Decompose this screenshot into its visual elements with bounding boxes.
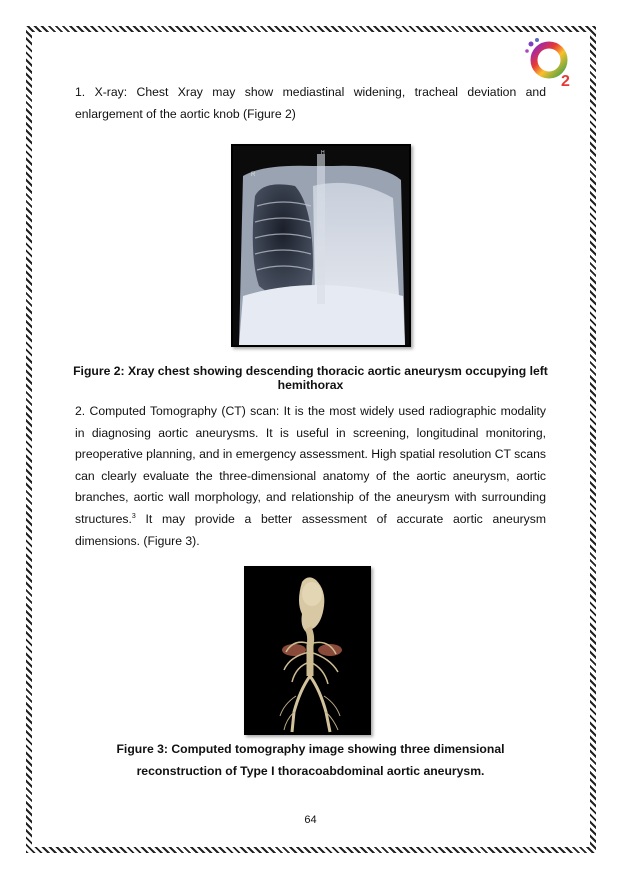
xray-paragraph: 1. X-ray: Chest Xray may show mediastinal widening, tracheal deviation and enlargement of the aortic knob (Figure 2) <box>75 85 546 121</box>
figure-3-caption-line1: Figure 3: Computed tomography image showing three dimensional <box>116 742 505 756</box>
reference-superscript: 3 <box>131 512 136 520</box>
svg-text:2: 2 <box>561 73 570 90</box>
ct-reconstruction-image <box>244 566 371 735</box>
chest-xray-image <box>231 144 411 347</box>
figure-2-caption: Figure 2: Xray chest showing descending thoracic aortic aneurysm occupying left hemithorax <box>73 364 548 392</box>
ct-paragraph <box>75 401 546 552</box>
figure-3-caption <box>70 738 551 782</box>
ct-paragraph-main: 2. Computed Tomography (CT) scan: It is the most widely used radiographic modality in diagnosing aortic aneurysms. It is useful in screening, longitudinal monitoring, preoperative planning, and in emergency assessment. High spatial resolution CT scans can clearly evaluate the three-dimensional anatomy of the aortic aneurysm, aortic branches, aortic wall morphology, and relationship of the aneurysm with surrounding structures. <box>75 404 546 526</box>
figure-3-caption-line2: reconstruction of Type I thoracoabdominal aortic aneurysm. <box>136 764 485 778</box>
xray-label-r: R <box>251 172 256 178</box>
page-number: 64 <box>304 814 317 826</box>
xray-label-h: H <box>321 150 325 156</box>
ct-paragraph-tail: It may provide a better assessment of accurate aortic aneurysm dimensions. (Figure 3). <box>75 511 546 548</box>
